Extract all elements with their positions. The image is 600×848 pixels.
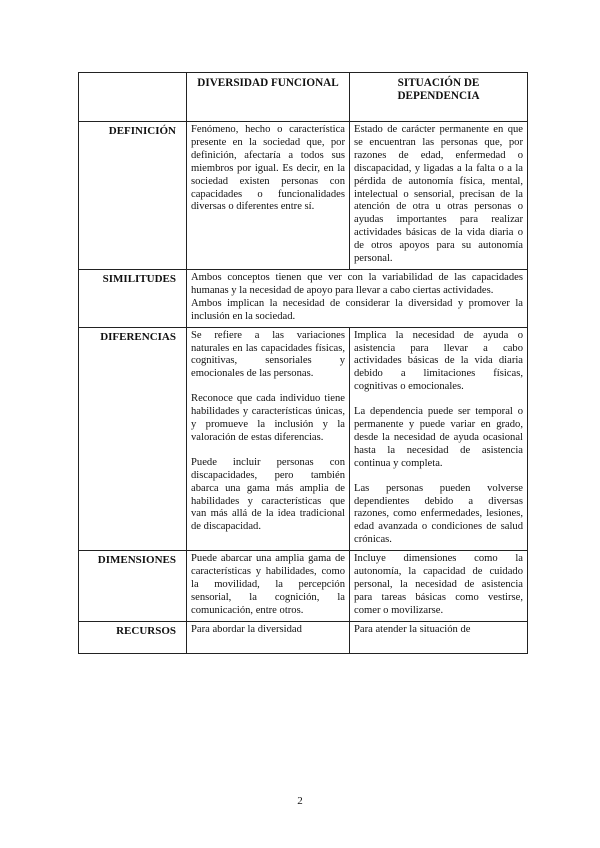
recursos-dependencia-text: Para atender la situación de <box>354 623 471 635</box>
similitudes-text <box>187 269 528 327</box>
comparison-table <box>78 72 528 654</box>
row-label-diferencias: DIFERENCIAS <box>79 327 187 551</box>
row-label-definicion: DEFINICIÓN <box>79 122 187 270</box>
row-recursos <box>79 621 528 653</box>
diferencias-dependencia-paragraph: Las personas pueden volverse dependientes debido a diversas razones, como enfermedades, lesiones, edad avanzada o condiciones de salud crónicas. <box>354 482 523 546</box>
dimensiones-dependencia-text: Incluye dimensiones como la autonomía, la capacidad de cuidado personal, la necesidad de asistencia para tareas básicas como vestirse, comer o movilizarse. <box>350 551 528 622</box>
diferencias-dependencia-cell <box>350 327 528 551</box>
diferencias-diversidad-paragraph: Reconoce que cada individuo tiene habilidades y características únicas, y promueve la inclusión y la valoración de estas diferencias. <box>191 393 345 443</box>
row-dimensiones <box>79 551 528 622</box>
row-label-recursos: RECURSOS <box>79 621 187 653</box>
row-definicion <box>79 122 528 270</box>
row-label-dimensiones: DIMENSIONES <box>79 551 187 622</box>
page-number: 2 <box>297 795 303 807</box>
diferencias-diversidad-paragraph: Puede incluir personas con discapacidades, pero también abarca una gama más amplia de habilidades y características que van más allá de la idea tradicional de discapacidad. <box>191 456 345 533</box>
row-diferencias <box>79 327 528 551</box>
header-diversidad-funcional: DIVERSIDAD FUNCIONAL <box>187 73 350 122</box>
diferencias-diversidad-cell <box>187 327 350 551</box>
definicion-dependencia-text: Estado de carácter permanente en que se encuentran las personas que, por razones de edad, enfermedad o discapacidad, y ligadas a la falta o a la pérdida de autonomía física, mental, intelectual o sensorial, precisan de la atención de otra u otras personas o ayudas importantes para realizar actividades básicas de la vida diaria o de otros apoyos para su autonomía personal. <box>350 122 528 270</box>
recursos-diversidad-text: Para abordar la diversidad <box>191 623 302 635</box>
recursos-dependencia-cell <box>350 621 528 653</box>
header-situacion-dependencia: SITUACIÓN DE DEPENDENCIA <box>350 73 528 122</box>
row-label-similitudes: SIMILITUDES <box>79 269 187 327</box>
header-row <box>79 73 528 122</box>
diferencias-diversidad-paragraph: Se refiere a las variaciones naturales en las capacidades físicas, cognitivas, sensoriales y emocionales de las personas. <box>191 329 345 380</box>
definicion-diversidad-text: Fenómeno, hecho o característica presente en la sociedad que, por definición, afectaría a todos sus miembros por igual. Es decir, en la sociedad existen personas con capacidades o funcionalidades diversas o diferentes entre sí. <box>187 122 350 270</box>
diferencias-dependencia-paragraph: Implica la necesidad de ayuda o asistencia para llevar a cabo actividades básicas de la vida diaria debido a limitaciones físicas, cognitivas o emocionales. <box>354 329 523 393</box>
row-similitudes <box>79 269 528 327</box>
dimensiones-diversidad-text: Puede abarcar una amplia gama de características y habilidades, como la movilidad, la percepción sensorial, la cognición, la comunicación, entre otros. <box>187 551 350 622</box>
recursos-diversidad-cell <box>187 621 350 653</box>
header-empty-cell <box>79 73 187 122</box>
similitudes-paragraph-1: Ambos conceptos tienen que ver con la variabilidad de las capacidades humanas y la necesidad de apoyo para llevar a cabo ciertas actividades. <box>191 271 523 296</box>
diferencias-dependencia-paragraph: La dependencia puede ser temporal o permanente y puede variar en grado, desde la necesidad de ayuda ocasional hasta la necesidad de asistencia continua y completa. <box>354 406 523 469</box>
similitudes-paragraph-2: Ambos implican la necesidad de considerar la diversidad y promover la inclusión en la sociedad. <box>191 297 523 322</box>
